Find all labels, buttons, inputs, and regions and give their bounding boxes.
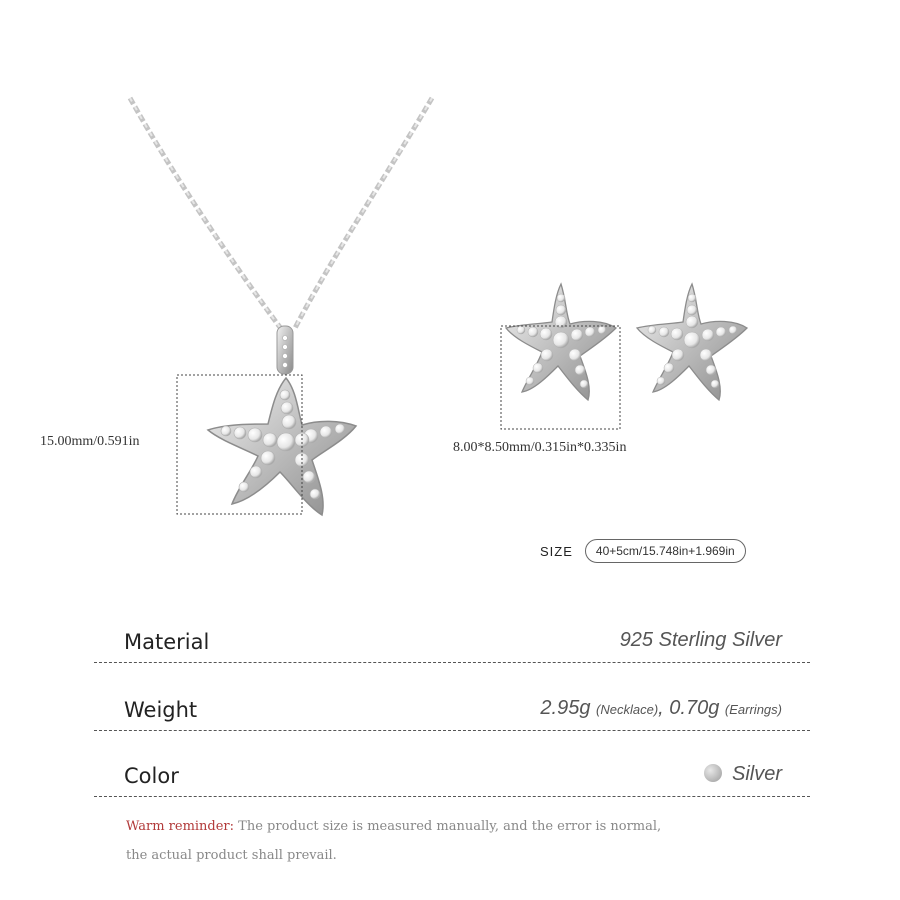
color-value (704, 763, 782, 786)
earring-right (637, 284, 747, 400)
pendant-starfish (208, 378, 356, 515)
material-value: 925 Sterling Silver (619, 629, 782, 651)
weight-label: Weight (124, 698, 198, 722)
silver-swatch-icon (704, 764, 722, 782)
earring-left (506, 284, 616, 400)
weight-value (540, 697, 782, 720)
reminder-line-2: the actual product shall prevail. (126, 848, 337, 863)
pendant-dimension-label: 15.00mm/0.591in (40, 434, 140, 449)
color-label: Color (124, 764, 179, 788)
reminder-prefix: Warm reminder: (126, 819, 235, 834)
color-value-text: Silver (731, 763, 782, 785)
material-label: Material (124, 630, 210, 654)
necklace-weight-note: (Necklace) (596, 702, 659, 717)
necklace-chain (130, 98, 432, 330)
reminder-line-1 (126, 812, 746, 841)
earrings-weight-note: (Earrings) (724, 702, 782, 717)
size-value-badge: 40+5cm/15.748in+1.969in (585, 539, 746, 563)
weight-separator: , (658, 697, 664, 719)
pendant-bail (277, 326, 293, 374)
size-label: SIZE (540, 543, 573, 559)
earring-dimension-label: 8.00*8.50mm/0.315in*0.335in (453, 440, 627, 455)
earrings-weight: 0.70g (669, 697, 720, 719)
warm-reminder (126, 812, 746, 870)
spec-row-material (94, 622, 810, 663)
necklace-weight: 2.95g (540, 697, 591, 719)
spec-row-weight (94, 690, 810, 731)
spec-row-color (94, 756, 810, 797)
reminder-text-1: The product size is measured manually, and the error is normal, (234, 819, 662, 834)
size-row (540, 538, 746, 564)
